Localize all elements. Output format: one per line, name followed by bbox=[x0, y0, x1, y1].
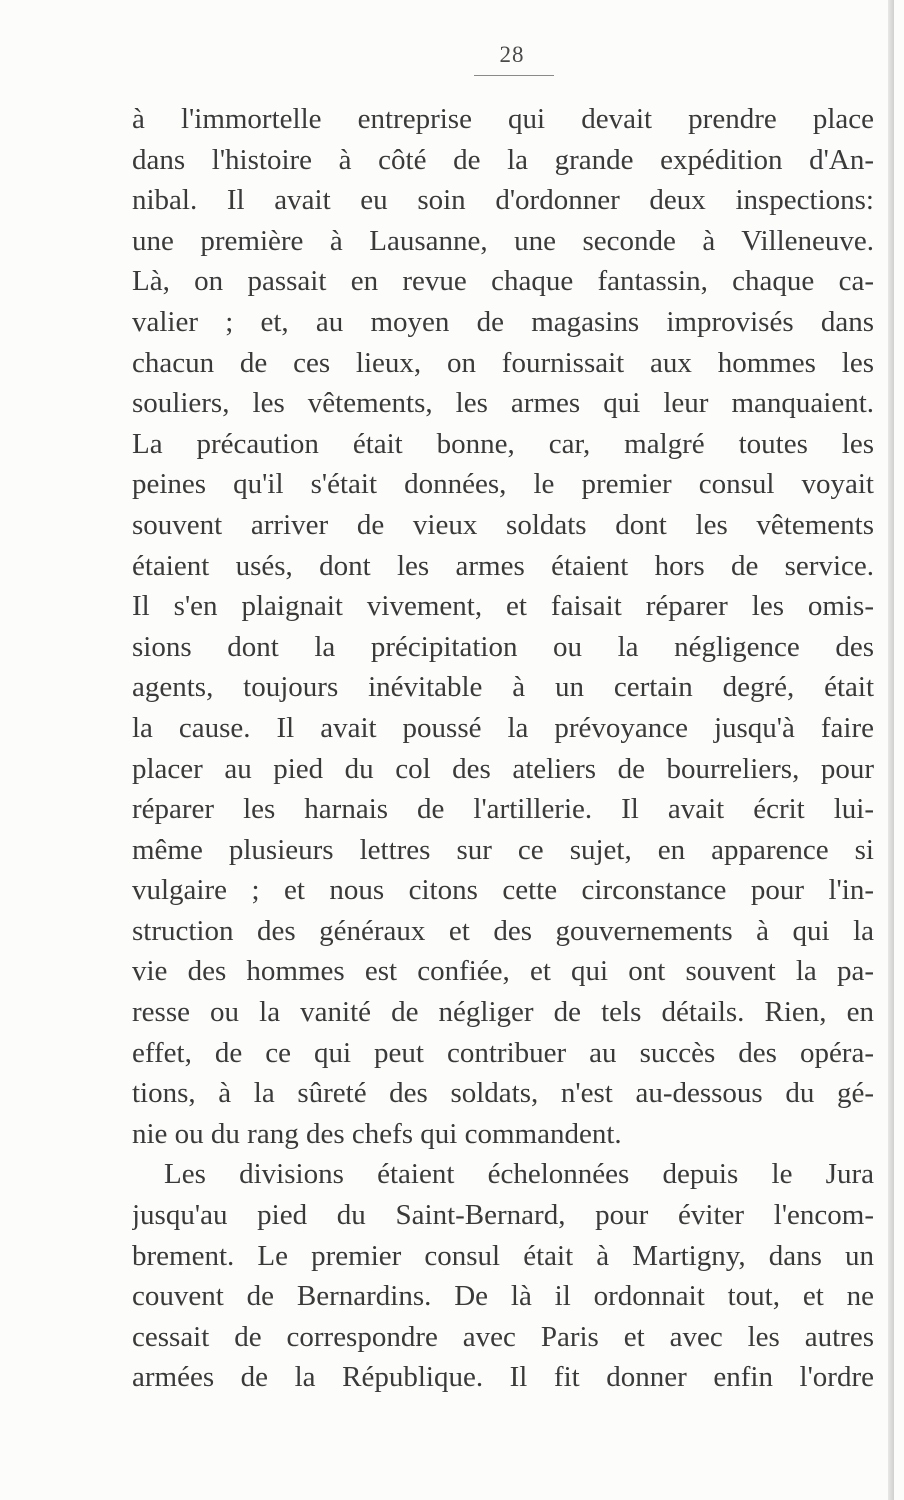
text-line: réparer les harnais de l'artillerie. Il avait écrit lui- bbox=[132, 793, 874, 826]
text-line: couvent de Bernardins. De là il ordonnait tout, et ne bbox=[132, 1280, 874, 1313]
page-edge-shadow bbox=[888, 0, 894, 1500]
paragraph-start-line: Les divisions étaient échelonnées depuis le Jura bbox=[164, 1158, 874, 1191]
text-line: sions dont la précipitation ou la négligence des bbox=[132, 630, 874, 663]
text-line: tions, à la sûreté des soldats, n'est au-dessous du gé- bbox=[132, 1077, 874, 1110]
text-line: valier ; et, au moyen de magasins improvisés dans bbox=[132, 305, 874, 338]
body-text bbox=[132, 99, 874, 1398]
paragraph-end-line: nie ou du rang des chefs qui commandent. bbox=[132, 1117, 622, 1150]
text-line: vulgaire ; et nous citons cette circonstance pour l'in- bbox=[132, 874, 874, 907]
text-line: dans l'histoire à côté de la grande expédition d'An- bbox=[132, 143, 874, 176]
text-line: la cause. Il avait poussé la prévoyance jusqu'à faire bbox=[132, 711, 874, 744]
text-line: placer au pied du col des ateliers de bourreliers, pour bbox=[132, 752, 874, 785]
text-line: peines qu'il s'était données, le premier consul voyait bbox=[132, 468, 874, 501]
text-line: jusqu'au pied du Saint-Bernard, pour éviter l'encom- bbox=[132, 1199, 874, 1232]
text-line: cessait de correspondre avec Paris et avec les autres bbox=[132, 1320, 874, 1353]
text-line: à l'immortelle entreprise qui devait prendre place bbox=[132, 103, 874, 135]
text-line: une première à Lausanne, une seconde à Villeneuve. bbox=[132, 224, 874, 257]
text-line: struction des généraux et des gouvernements à qui la bbox=[132, 914, 874, 947]
text-line: même plusieurs lettres sur ce sujet, en apparence si bbox=[132, 833, 874, 866]
text-line: brement. Le premier consul était à Martigny, dans un bbox=[132, 1239, 874, 1272]
text-line: souvent arriver de vieux soldats dont les vêtements bbox=[132, 508, 874, 541]
text-line: étaient usés, dont les armes étaient hors de service. bbox=[132, 549, 874, 582]
page-number-rule bbox=[474, 75, 554, 76]
text-line: La précaution était bonne, car, malgré toutes les bbox=[132, 427, 874, 460]
text-line: agents, toujours inévitable à un certain degré, était bbox=[132, 671, 874, 704]
text-line: souliers, les vêtements, les armes qui leur manquaient. bbox=[132, 387, 874, 420]
text-line: chacun de ces lieux, on fournissait aux hommes les bbox=[132, 346, 874, 379]
text-line: armées de la République. Il fit donner enfin l'ordre bbox=[132, 1361, 874, 1394]
text-line: Il s'en plaignait vivement, et faisait réparer les omis- bbox=[132, 590, 874, 623]
text-line: resse ou la vanité de négliger de tels détails. Rien, en bbox=[132, 996, 874, 1029]
text-line: Là, on passait en revue chaque fantassin, chaque ca- bbox=[132, 265, 874, 298]
text-line: effet, de ce qui peut contribuer au succès des opéra- bbox=[132, 1036, 874, 1069]
page-number: 28 bbox=[499, 42, 525, 67]
text-line: nibal. Il avait eu soin d'ordonner deux inspections: bbox=[132, 184, 874, 217]
text-line: vie des hommes est confiée, et qui ont souvent la pa- bbox=[132, 955, 874, 988]
